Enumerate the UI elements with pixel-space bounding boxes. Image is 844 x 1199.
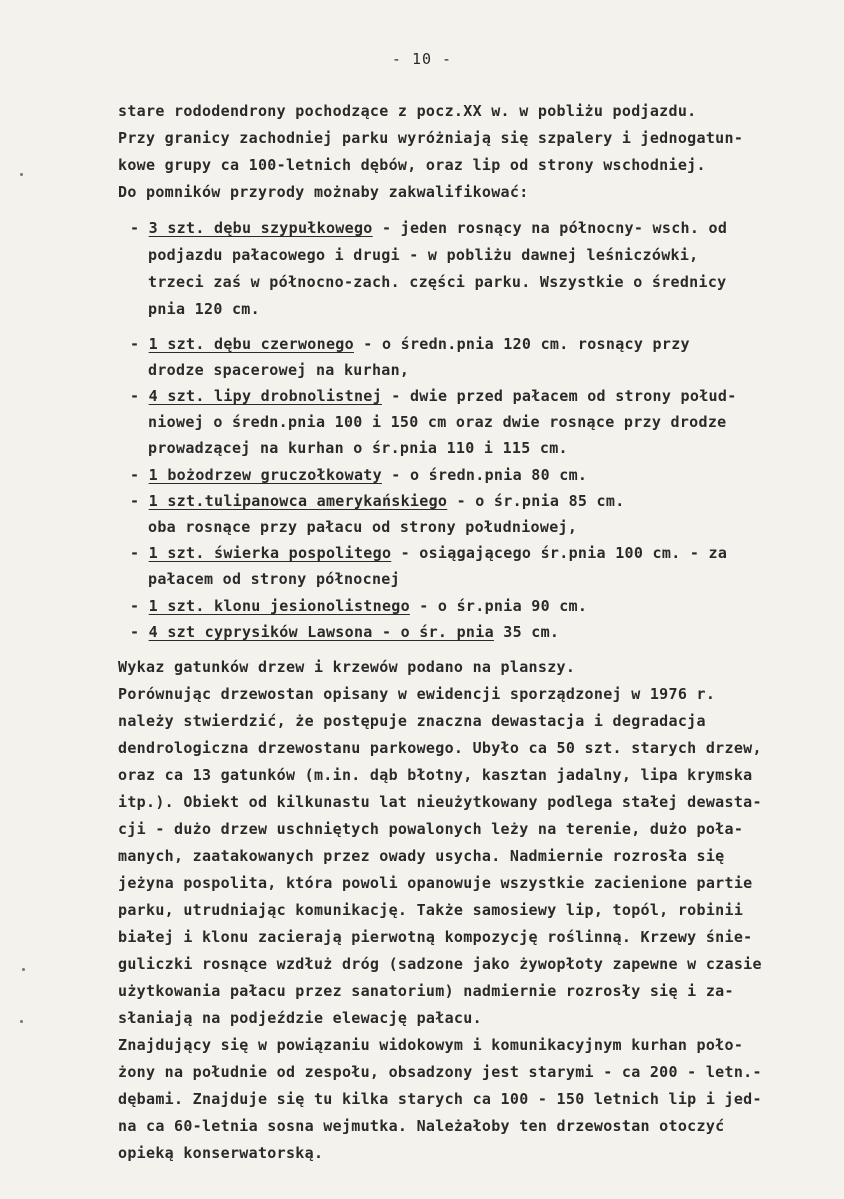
- text-line: jeżyna pospolita, która powoli opanowuje wszystkie zacienione partie: [118, 874, 753, 892]
- text-line: Wykaz gatunków drzew i krzewów podano na planszy.: [118, 658, 576, 676]
- list-item-text: - osiągającego śr.pnia 100 cm. - za: [391, 544, 728, 562]
- text-line: podjazdu pałacowego i drugi - w pobliżu dawnej leśniczówki,: [148, 246, 699, 264]
- text-line: na ca 60-letnia sosna wejmutka. Należałoby ten drzewostan otoczyć: [118, 1117, 725, 1135]
- list-item: [130, 218, 727, 238]
- list-item: [130, 491, 625, 511]
- text-line: Do pomników przyrody możnaby zakwalifikować:: [118, 183, 529, 201]
- list-item-text: - o śr.pnia 85 cm.: [447, 492, 625, 510]
- text-line: kowe grupy ca 100-letnich dębów, oraz lip od strony wschodniej.: [118, 156, 706, 174]
- list-item-text: - dwie przed pałacem od strony połud-: [381, 387, 737, 405]
- list-item-text: - jeden rosnący na północny- wsch. od: [372, 219, 728, 237]
- text-line: oba rosnące przy pałacu od strony południowej,: [148, 518, 578, 536]
- list-item: [130, 465, 587, 485]
- list-item-text: - o śr.pnia 90 cm.: [409, 597, 588, 615]
- text-line: trzeci zaś w północno-zach. części parku. Wszystkie o średnicy: [148, 273, 727, 291]
- list-dash: -: [130, 492, 149, 510]
- text-line: manych, zaatakowanych przez owady usycha. Nadmiernie rozrosła się: [118, 847, 725, 865]
- text-line: prowadzącej na kurhan o śr.pnia 110 i 115 cm.: [148, 439, 568, 457]
- species-name: 4 szt cyprysików Lawsona - o śr. pnia: [148, 623, 494, 641]
- text-line: Przy granicy zachodniej parku wyróżniają się szpalery i jednogatun-: [118, 129, 744, 147]
- scan-speck: [22, 968, 25, 971]
- species-name: 1 szt. świerka pospolitego: [148, 544, 392, 562]
- text-line: parku, utrudniając komunikację. Także samosiewy lip, topól, robinii: [118, 901, 744, 919]
- species-name: 1 bożodrzew gruczołkowaty: [148, 466, 382, 484]
- list-dash: -: [130, 623, 149, 641]
- list-item: [130, 334, 690, 354]
- text-line: należy stwierdzić, że postępuje znaczna dewastacja i degradacja: [118, 712, 706, 730]
- species-name: 3 szt. dębu szypułkowego: [148, 219, 373, 237]
- text-line: opieką konserwatorską.: [118, 1144, 324, 1162]
- text-line: oraz ca 13 gatunków (m.in. dąb błotny, kasztan jadalny, lipa krymska: [118, 766, 753, 784]
- list-item-text: - o średn.pnia 120 cm. rosnący przy: [353, 335, 690, 353]
- text-line: Znajdujący się w powiązaniu widokowym i komunikacyjnym kurhan poło-: [118, 1036, 744, 1054]
- list-item-text: - o średn.pnia 80 cm.: [381, 466, 588, 484]
- text-line: drodze spacerowej na kurhan,: [148, 361, 410, 379]
- list-dash: -: [130, 387, 149, 405]
- species-name: 1 szt.tulipanowca amerykańskiego: [148, 492, 448, 510]
- species-name: 1 szt. dębu czerwonego: [148, 335, 354, 353]
- text-line: dębami. Znajduje się tu kilka starych ca 100 - 150 letnich lip i jed-: [118, 1090, 762, 1108]
- text-line: słaniają na podjeździe elewację pałacu.: [118, 1009, 482, 1027]
- text-line: stare rododendrony pochodzące z pocz.XX w. w pobliżu podjazdu.: [118, 102, 697, 120]
- list-dash: -: [130, 335, 149, 353]
- list-item: [130, 622, 559, 642]
- list-item: [130, 596, 587, 616]
- text-line: guliczki rosnące wzdłuż dróg (sadzone jako żywopłoty zapewne w czasie: [118, 955, 762, 973]
- list-item: [130, 543, 727, 563]
- text-line: dendrologiczna drzewostanu parkowego. Ubyło ca 50 szt. starych drzew,: [118, 739, 762, 757]
- list-dash: -: [130, 466, 149, 484]
- text-line: Porównując drzewostan opisany w ewidencji sporządzonej w 1976 r.: [118, 685, 716, 703]
- species-name: 4 szt. lipy drobnolistnej: [148, 387, 382, 405]
- text-line: pałacem od strony północnej: [148, 570, 400, 588]
- text-line: niowej o średn.pnia 100 i 150 cm oraz dwie rosnące przy drodze: [148, 413, 727, 431]
- text-line: użytkowania pałacu przez sanatorium) nadmiernie rozrosły się i za-: [118, 982, 734, 1000]
- page-number: - 10 -: [391, 50, 453, 68]
- list-item: [130, 386, 737, 406]
- list-item-text: 35 cm.: [493, 623, 560, 641]
- list-dash: -: [130, 597, 149, 615]
- species-name: 1 szt. klonu jesionolistnego: [148, 597, 410, 615]
- scan-speck: [20, 1020, 23, 1023]
- scan-speck: [20, 173, 23, 176]
- list-dash: -: [130, 544, 149, 562]
- text-line: cji - dużo drzew uschniętych powalonych leży na terenie, dużo poła-: [118, 820, 744, 838]
- text-line: żony na południe od zespołu, obsadzony jest starymi - ca 200 - letn.-: [118, 1063, 762, 1081]
- text-line: itp.). Obiekt od kilkunastu lat nieużytkowany podlega stałej dewasta-: [118, 793, 762, 811]
- text-line: białej i klonu zacierają pierwotną kompozycję roślinną. Krzewy śnie-: [118, 928, 753, 946]
- list-dash: -: [130, 219, 149, 237]
- text-line: pnia 120 cm.: [148, 300, 260, 318]
